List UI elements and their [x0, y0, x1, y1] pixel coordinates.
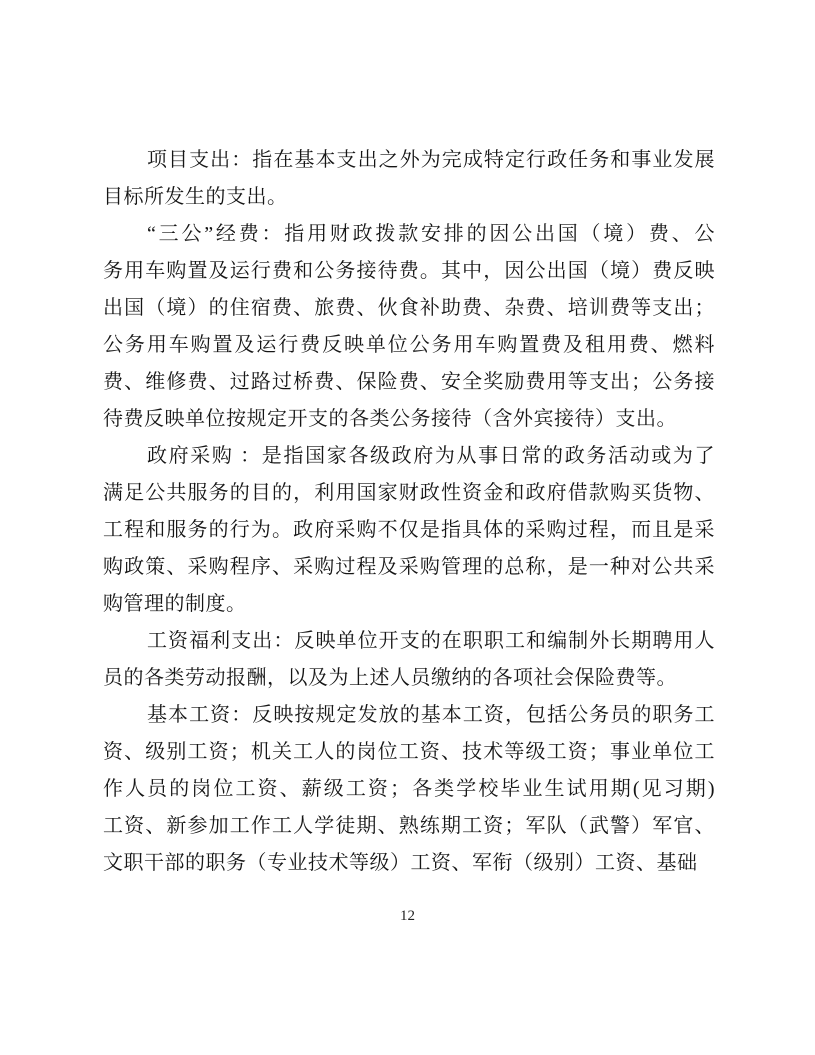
- text-line: 目标所发生的支出。: [103, 186, 288, 208]
- paragraph: [103, 697, 715, 882]
- text-line: 购政策、采购程序、采购过程及采购管理的总称，是一种对公共采: [103, 556, 715, 578]
- text-line: 满足公共服务的目的，利用国家财政性资金和政府借款购买货物、: [103, 482, 715, 504]
- text-line: 待费反映单位按规定开支的各类公务接待（含外宾接待）支出。: [103, 408, 677, 430]
- text-line: 基本工资：反映按规定发放的基本工资，包括公务员的职务工: [147, 704, 715, 726]
- text-line: 费、维修费、过路过桥费、保险费、安全奖励费用等支出；公务接: [103, 371, 715, 393]
- text-line: 出国（境）的住宿费、旅费、伙食补助费、杂费、培训费等支出；: [103, 297, 715, 319]
- text-line: 工程和服务的行为。政府采购不仅是指具体的采购过程，而且是采: [103, 519, 715, 541]
- text-line: 项目支出：指在基本支出之外为完成特定行政任务和事业发展: [147, 149, 715, 171]
- text-line: 作人员的岗位工资、薪级工资；各类学校毕业生试用期(见习期): [103, 778, 715, 800]
- text-line: 文职干部的职务（专业技术等级）工资、军衔（级别）工资、基础: [103, 852, 698, 874]
- text-line: 工资福利支出：反映单位开支的在职职工和编制外长期聘用人: [147, 630, 715, 652]
- text-line: 务用车购置及运行费和公务接待费。其中，因公出国（境）费反映: [103, 260, 715, 282]
- paragraph: [103, 216, 715, 438]
- text-line: 政府采购 ：是指国家各级政府为从事日常的政务活动或为了: [147, 445, 715, 467]
- text-line: 工资、新参加工作工人学徒期、熟练期工资；军队（武警）军官、: [103, 815, 715, 837]
- text-line: 员的各类劳动报酬，以及为上述人员缴纳的各项社会保险费等。: [103, 667, 677, 689]
- text-line: 购管理的制度。: [103, 593, 247, 615]
- paragraph: [103, 438, 715, 623]
- text-line: 资、级别工资；机关工人的岗位工资、技术等级工资；事业单位工: [103, 741, 715, 763]
- paragraph: [103, 142, 715, 216]
- text-line: 公务用车购置及运行费反映单位公务用车购置费及租用费、燃料: [103, 334, 715, 356]
- paragraph: [103, 623, 715, 697]
- page-number: 12: [400, 908, 415, 924]
- text-line: “三公”经费：指用财政拨款安排的因公出国（境）费、公: [147, 223, 715, 245]
- document-body: [103, 142, 715, 882]
